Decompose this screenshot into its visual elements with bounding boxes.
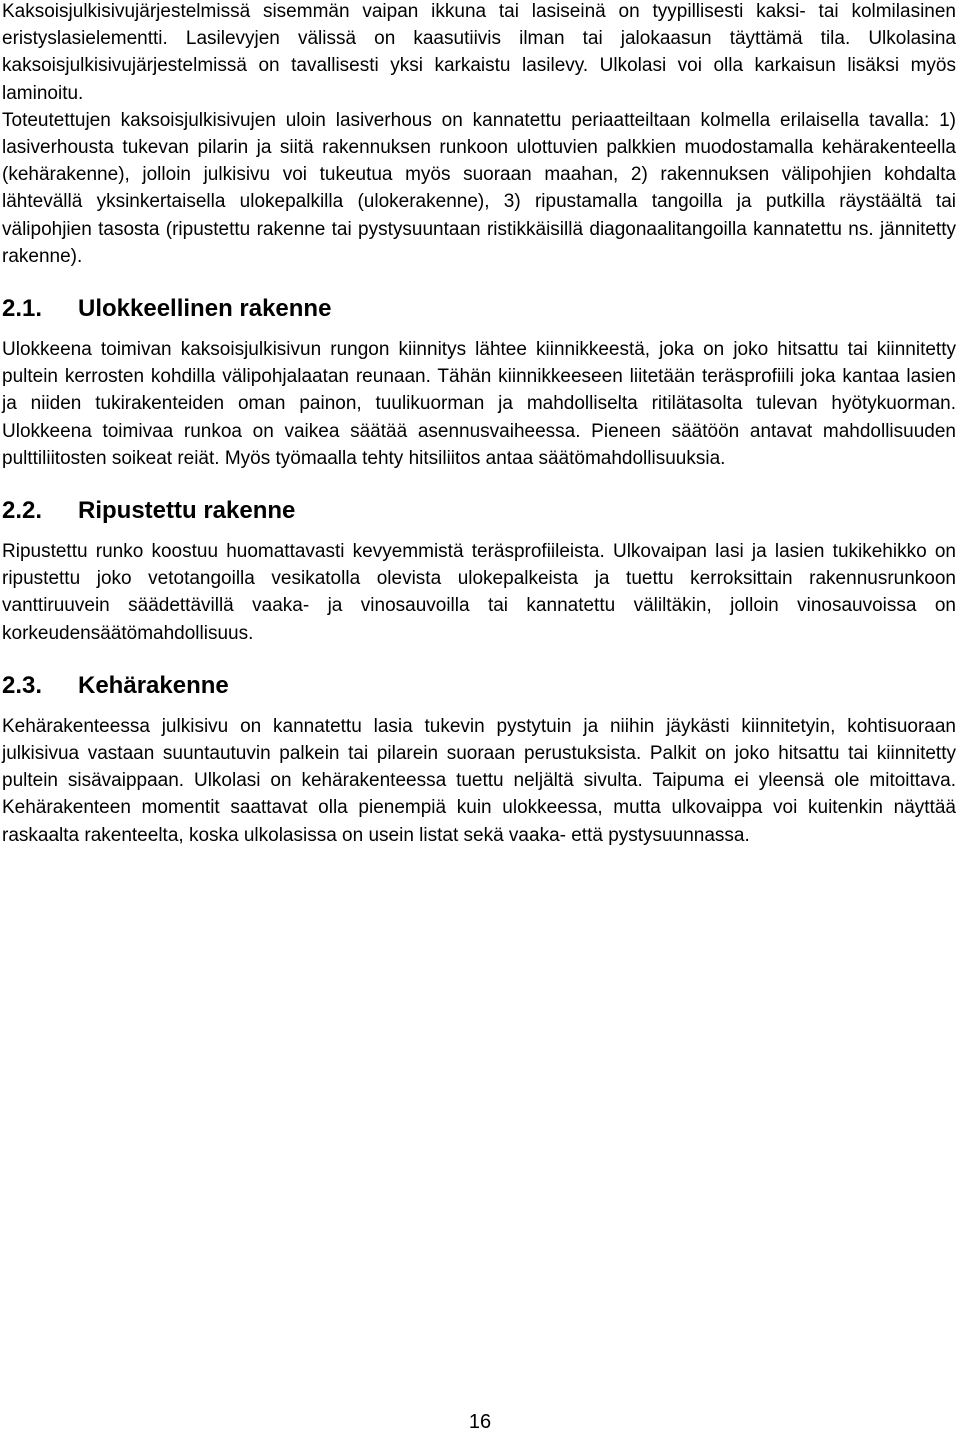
intro-paragraph-2: Toteutettujen kaksoisjulkisivujen uloin lasiverhous on kannatettu periaatteiltaan kolmella erilaisella tavalla: 1) lasiverhousta tukevan pilarin ja siitä rakennuksen runkoon ulottuvien palkkien muodostamalla kehärakenteella (kehärakenne), jolloin julkisivu voi tukeutua myös suoraan maahan, 2) rakennuksen välipohjien kohdalta lähtevällä yksinkertaisella ulokepalkilla (ulokerakenne), 3) ripustamalla tangoilla ja putkilla räystäältä tai välipohjien tasosta (ripustettu rakenne tai pystysuuntaan ristikkäisillä diagonaalitangoilla kannatettu ns. jännitetty rakenne). <box>2 109 956 267</box>
section-title: Ripustettu rakenne <box>78 497 296 525</box>
section-heading <box>2 496 956 526</box>
section-title: Kehärakenne <box>78 671 229 699</box>
section-number: 2.3. <box>2 671 43 699</box>
section-number: 2.1. <box>2 295 43 323</box>
section-title: Ulokkeellinen rakenne <box>78 295 332 323</box>
page-number: 16 <box>468 1411 492 1433</box>
section-paragraph: Ulokkeena toimivan kaksoisjulkisivun rungon kiinnitys lähtee kiinnikkeestä, joka on joko hitsattu tai kiinnitetty pultein kerrosten kohdilla välipohjalaatan reunaan. Tähän kiinnikkeeseen liitetään teräsprofiili joka kantaa lasien ja niiden tukirakenteiden oman painon, tuulikuorman ja mahdolliselta ritilätasolta tulevan hyötykuorman. Ulokkeena toimivaa runkoa on vaikea säätää asennusvaiheessa. Pieneen säätöön antavat mahdollisuuden pulttiliitosten soikeat reiät. Myös työmaalla tehty hitsiliitos antaa säätömahdollisuuksia. <box>2 339 956 469</box>
section-paragraph: Kehärakenteessa julkisivu on kannatettu lasia tukevin pystytuin ja niihin jäykästi kiinnitetyin, kohtisuoraan julkisivua vastaan suuntautuvin palkein tai pilarein suoraan perustuksista. Palkit on joko hitsattu tai kiinnitetty pultein sisävaippaan. Ulkolasi on kehärakenteessa tuettu neljältä sivulta. Taipuma ei yleensä ole mitoittava. Kehärakenteen momentit saattavat olla pienempiä kuin ulokkeessa, mutta ulkovaippa voi kuitenkin näyttää raskaalta rakenteelta, koska ulkolasissa on usein listat sekä vaaka- että pystysuunnassa. <box>2 715 956 846</box>
section-2-1 <box>2 294 956 472</box>
intro-paragraph-1: Kaksoisjulkisivujärjestelmissä sisemmän vaipan ikkuna tai lasiseinä on tyypillisesti kaksi- tai kolmilasinen eristyslasielementti. Lasilevyjen välissä on kaasutiivis ilman tai jalokaasun täyttämä tila. Ulkolasina kaksoisjulkisivujärjestelmissä on tavallisesti yksi karkaistu lasilevy. Ulkolasi voi olla karkaisun lisäksi myös laminoitu. <box>2 1 956 104</box>
section-paragraph: Ripustettu runko koostuu huomattavasti kevyemmistä teräsprofiileista. Ulkovaipan lasi ja lasien tukikehikko on ripustettu joko vetotangoilla vesikatolla olevista ulokepalkeista ja tuettu kerroksittain rakennusrunkoon vanttiruuvein säädettävillä vaaka- ja vinosauvoilla tai kannatettu väliltäkin, jolloin vinosauvoissa on korkeudensäätömahdollisuus. <box>2 541 956 644</box>
section-2-2 <box>2 496 956 647</box>
section-number: 2.2. <box>2 497 43 525</box>
section-2-3 <box>2 671 956 849</box>
section-heading <box>2 294 956 324</box>
document-page <box>2 0 956 849</box>
section-heading <box>2 671 956 701</box>
